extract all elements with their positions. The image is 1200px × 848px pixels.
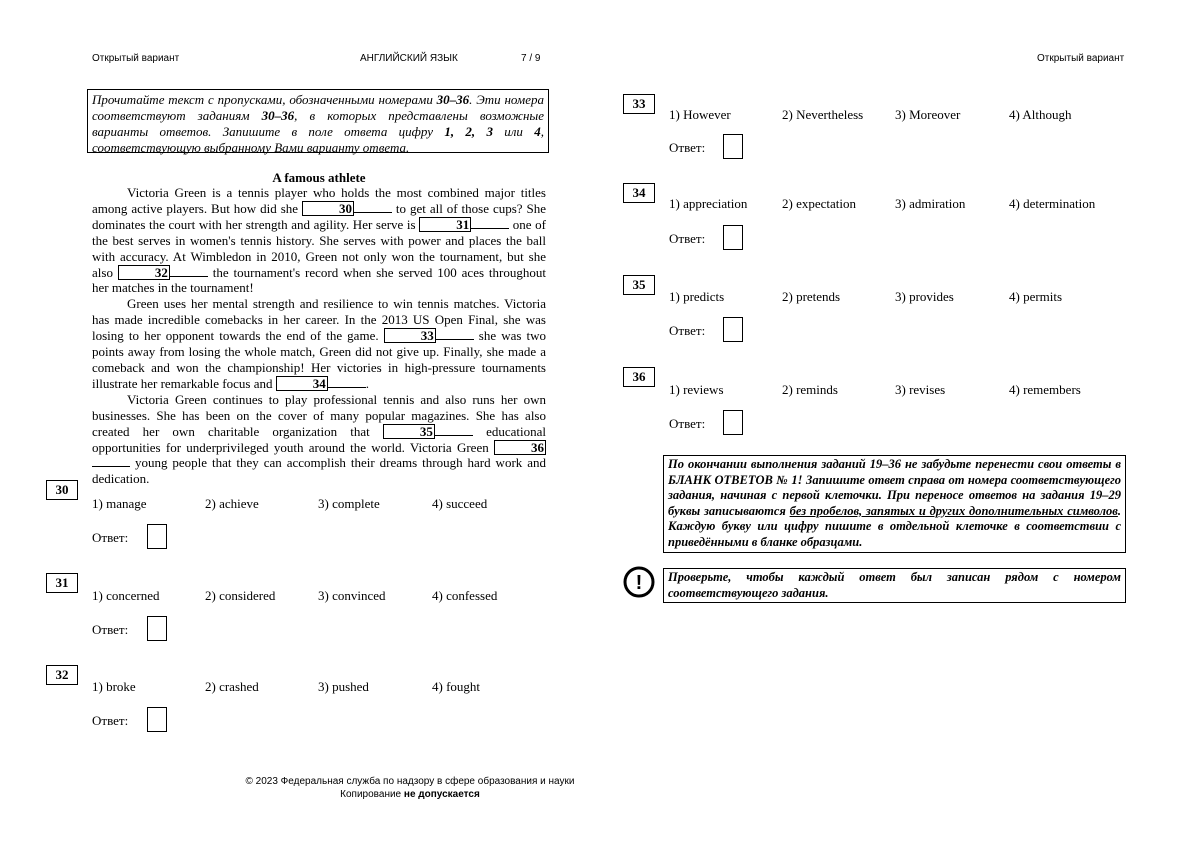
subject-title: АНГЛИЙСКИЙ ЯЗЫК bbox=[360, 53, 458, 64]
option-1: 1) predicts bbox=[669, 289, 725, 304]
option-2: 2) considered bbox=[205, 588, 276, 603]
gap-30: 30 bbox=[302, 201, 354, 216]
option-4: 4) succeed bbox=[432, 496, 488, 511]
paragraph-3: Victoria Green continues to play professional tennis and also runs her own businesses. She has been on the cover of many popular magazines. She has also created her own charitable organization that 35 educational opportunities for underprivileged youth around the world. Victoria Green 36 young people that they can accomplish their dreams through hard work and dedication. bbox=[92, 391, 546, 487]
option-3: 3) revises bbox=[895, 382, 946, 397]
question-number: 31 bbox=[46, 573, 78, 593]
svg-text:!: ! bbox=[635, 572, 643, 594]
article-title: A famous athlete bbox=[272, 170, 366, 185]
copyright: © 2023 Федеральная служба по надзору в сфере образования и науки bbox=[245, 776, 575, 787]
answer-box-30[interactable] bbox=[147, 524, 167, 549]
option-3: 3) pushed bbox=[318, 679, 369, 694]
question-number: 35 bbox=[623, 275, 655, 295]
answer-box-36[interactable] bbox=[723, 410, 743, 435]
answer-box-33[interactable] bbox=[723, 134, 743, 159]
option-1: 1) appreciation bbox=[669, 196, 748, 211]
answer-box-31[interactable] bbox=[147, 616, 167, 641]
gap-33: 33 bbox=[384, 328, 436, 343]
answer-box-32[interactable] bbox=[147, 707, 167, 732]
option-3: 3) admiration bbox=[895, 196, 966, 211]
footer bbox=[150, 775, 670, 801]
gap-32: 32 bbox=[118, 265, 170, 280]
option-1: 1) reviews bbox=[669, 382, 724, 397]
paragraph-2: Green uses her mental strength and resilience to win tennis matches. Victoria has made incredible comebacks in her career. In the 2013 US Open Final, she was losing to her opponent towards the end of the game. 33 she was two points away from losing the whole match, Green did not give up. Finally, she made a comeback and won the championship! Her victories in high-pressure tournaments illustrate her remarkable focus and 34 . bbox=[92, 296, 546, 391]
warning-icon bbox=[623, 566, 655, 598]
answer-label: Ответ: bbox=[669, 416, 706, 431]
option-2: 2) pretends bbox=[782, 289, 841, 304]
option-2: 2) Nevertheless bbox=[782, 107, 864, 122]
option-4: 4) fought bbox=[432, 679, 481, 694]
answer-label: Ответ: bbox=[669, 231, 706, 246]
gap-31: 31 bbox=[419, 217, 471, 232]
option-4: 4) confessed bbox=[432, 588, 498, 603]
option-3: 3) Moreover bbox=[895, 107, 961, 122]
answer-label: Ответ: bbox=[92, 530, 129, 545]
gap-35: 35 bbox=[383, 424, 435, 439]
option-2: 2) expectation bbox=[782, 196, 856, 211]
paragraph-1: Victoria Green is a tennis player who holds the most combined major titles among active players. But how did she 30 to get all of those cups? She dominates the court with her strength and agility. Her serve is 31 one of the best serves in women's tennis history. She serves with power and places the ball with accuracy. At Wimbledon in 2010, Green not only won the tournament, but she also 32 the tournament's record when she served 100 aces throughout her matches in the tournament! bbox=[92, 185, 546, 296]
question-34 bbox=[623, 183, 1143, 263]
answer-label: Ответ: bbox=[669, 140, 706, 155]
page-number: 7 / 9 bbox=[521, 53, 541, 64]
option-4: 4) remembers bbox=[1009, 382, 1081, 397]
answer-label: Ответ: bbox=[92, 622, 129, 637]
option-4: 4) Although bbox=[1009, 107, 1072, 122]
option-3: 3) provides bbox=[895, 289, 954, 304]
question-30 bbox=[46, 480, 546, 560]
option-3: 3) complete bbox=[318, 496, 380, 511]
question-33 bbox=[623, 94, 1143, 174]
check-notice: Проверьте, чтобы каждый ответ был записан рядом с номером соответствующего задания. bbox=[663, 568, 1126, 603]
question-31 bbox=[46, 573, 546, 653]
question-36 bbox=[623, 367, 1143, 447]
option-1: 1) However bbox=[669, 107, 731, 122]
variant-label-right: Открытый вариант bbox=[1037, 53, 1125, 64]
question-number: 34 bbox=[623, 183, 655, 203]
option-2: 2) reminds bbox=[782, 382, 838, 397]
article-text bbox=[92, 185, 546, 487]
question-number: 30 bbox=[46, 480, 78, 500]
option-1: 1) concerned bbox=[92, 588, 160, 603]
question-35 bbox=[623, 275, 1143, 355]
answer-box-34[interactable] bbox=[723, 225, 743, 250]
question-number: 33 bbox=[623, 94, 655, 114]
question-number: 32 bbox=[46, 665, 78, 685]
question-number: 36 bbox=[623, 367, 655, 387]
answer-label: Ответ: bbox=[669, 323, 706, 338]
instructions-box: Прочитайте текст с пропусками, обозначенными номерами 30–36. Эти номера соответствуют заданиям 30–36, в которых представлены возможные варианты ответов. Запишите в поле ответа цифру 1, 2, 3 или 4, соответствующую выбранному Вами варианту ответа. bbox=[87, 89, 549, 153]
question-32 bbox=[46, 665, 546, 745]
option-3: 3) convinced bbox=[318, 588, 386, 603]
variant-label-left: Открытый вариант bbox=[92, 53, 180, 64]
option-4: 4) permits bbox=[1009, 289, 1063, 304]
gap-34: 34 bbox=[276, 376, 328, 391]
option-4: 4) determination bbox=[1009, 196, 1096, 211]
option-2: 2) crashed bbox=[205, 679, 259, 694]
option-1: 1) manage bbox=[92, 496, 147, 511]
answer-box-35[interactable] bbox=[723, 317, 743, 342]
option-1: 1) broke bbox=[92, 679, 136, 694]
copy-notice: Копирование не допускается bbox=[340, 789, 480, 800]
answer-label: Ответ: bbox=[92, 713, 129, 728]
gap-36: 36 bbox=[494, 440, 546, 455]
transfer-notice: По окончании выполнения заданий 19–36 не забудьте перенести свои ответы в БЛАНК ОТВЕТОВ № 1! Запишите ответ справа от номера соответствующего задания, начиная с первой клеточки. При переносе ответов на задания 19–29 буквы записываются без пробелов, запятых и других дополнительных символов. Каждую букву или цифру пишите в отдельной клеточке в соответствии с приведёнными в бланке образцами. bbox=[663, 455, 1126, 553]
option-2: 2) achieve bbox=[205, 496, 259, 511]
